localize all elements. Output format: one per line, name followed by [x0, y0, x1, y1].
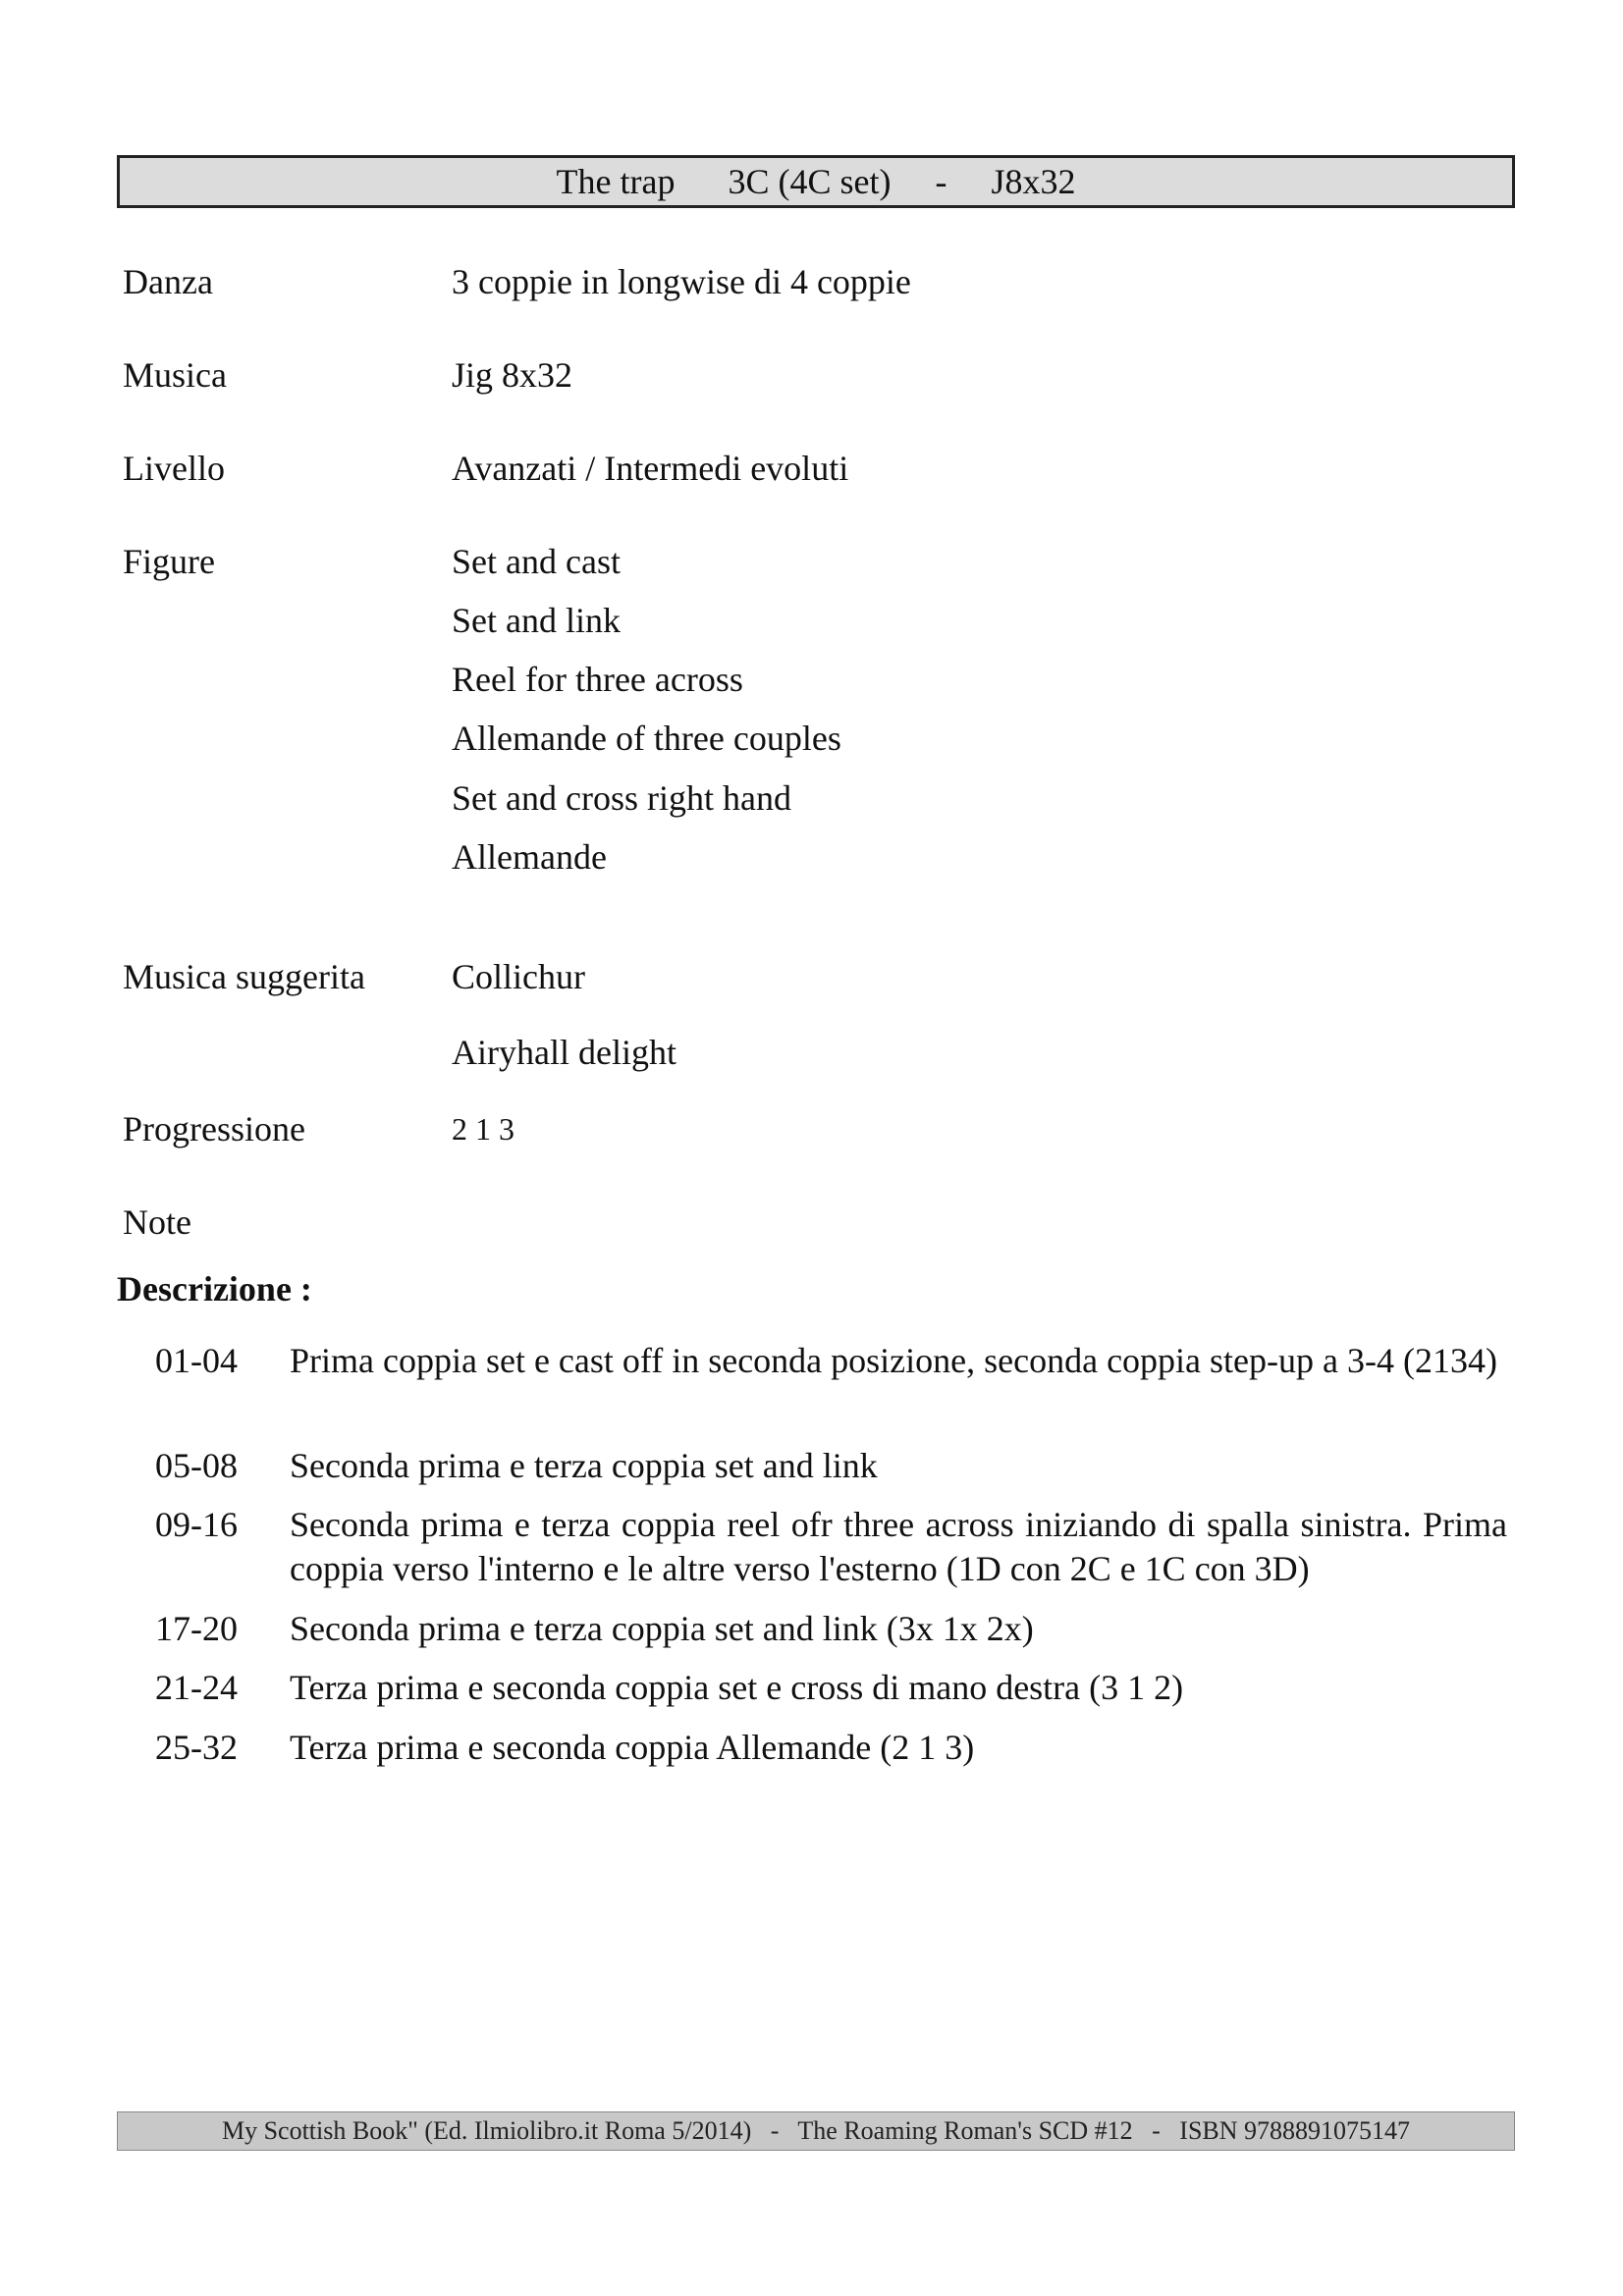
musica-value: Jig 8x32 [452, 355, 573, 395]
step-bars: 01-04 [155, 1341, 238, 1380]
step-text: Terza prima e seconda coppia set e cross di mano destra (3 1 2) [290, 1668, 1184, 1707]
step-bars: 21-24 [155, 1668, 238, 1707]
dance-title-bar: The trap 3C (4C set) - J8x32 [117, 155, 1515, 208]
figure-label: Figure [123, 542, 215, 581]
suggested-tune: Airyhall delight [452, 1033, 676, 1072]
progressione-label: Progressione [123, 1109, 305, 1148]
livello-label: Livello [123, 449, 225, 488]
step-bars: 05-08 [155, 1446, 238, 1485]
suggested-tune: Collichur [452, 957, 585, 996]
step-bars: 17-20 [155, 1609, 238, 1648]
musica-label: Musica [123, 355, 227, 395]
figure-item: Set and cast [452, 542, 621, 581]
step-text: Terza prima e seconda coppia Allemande (2 1 3) [290, 1728, 975, 1767]
figure-item: Set and link [452, 601, 621, 640]
step-bars: 25-32 [155, 1728, 238, 1767]
progressione-value: 2 1 3 [452, 1111, 514, 1147]
figure-item: Set and cross right hand [452, 778, 791, 818]
figure-item: Allemande [452, 837, 607, 877]
step-text: Seconda prima e terza coppia reel ofr three across iniziando di spalla sinistra. Prima coppia verso l'interno e le altre verso l'esterno (1D con 2C e 1C con 3D) [290, 1505, 1507, 1588]
description-heading: Descrizione : [117, 1269, 312, 1308]
step-bars: 09-16 [155, 1505, 238, 1544]
musica-suggerita-label: Musica suggerita [123, 957, 365, 996]
step-text: Seconda prima e terza coppia set and link (3x 1x 2x) [290, 1609, 1034, 1648]
step-text: Seconda prima e terza coppia set and link [290, 1446, 878, 1485]
danza-label: Danza [123, 262, 213, 301]
step-text: Prima coppia set e cast off in seconda posizione, seconda coppia step-up a 3-4 (2134) [290, 1341, 1497, 1380]
note-label: Note [123, 1202, 191, 1242]
figure-item: Allemande of three couples [452, 719, 841, 758]
livello-value: Avanzati / Intermedi evoluti [452, 449, 849, 488]
figure-item: Reel for three across [452, 660, 743, 699]
footer-citation: My Scottish Book" (Ed. Ilmiolibro.it Roma 5/2014) - The Roaming Roman's SCD #12 - ISBN 9788891075147 [117, 2111, 1515, 2151]
danza-value: 3 coppie in longwise di 4 coppie [452, 262, 911, 301]
